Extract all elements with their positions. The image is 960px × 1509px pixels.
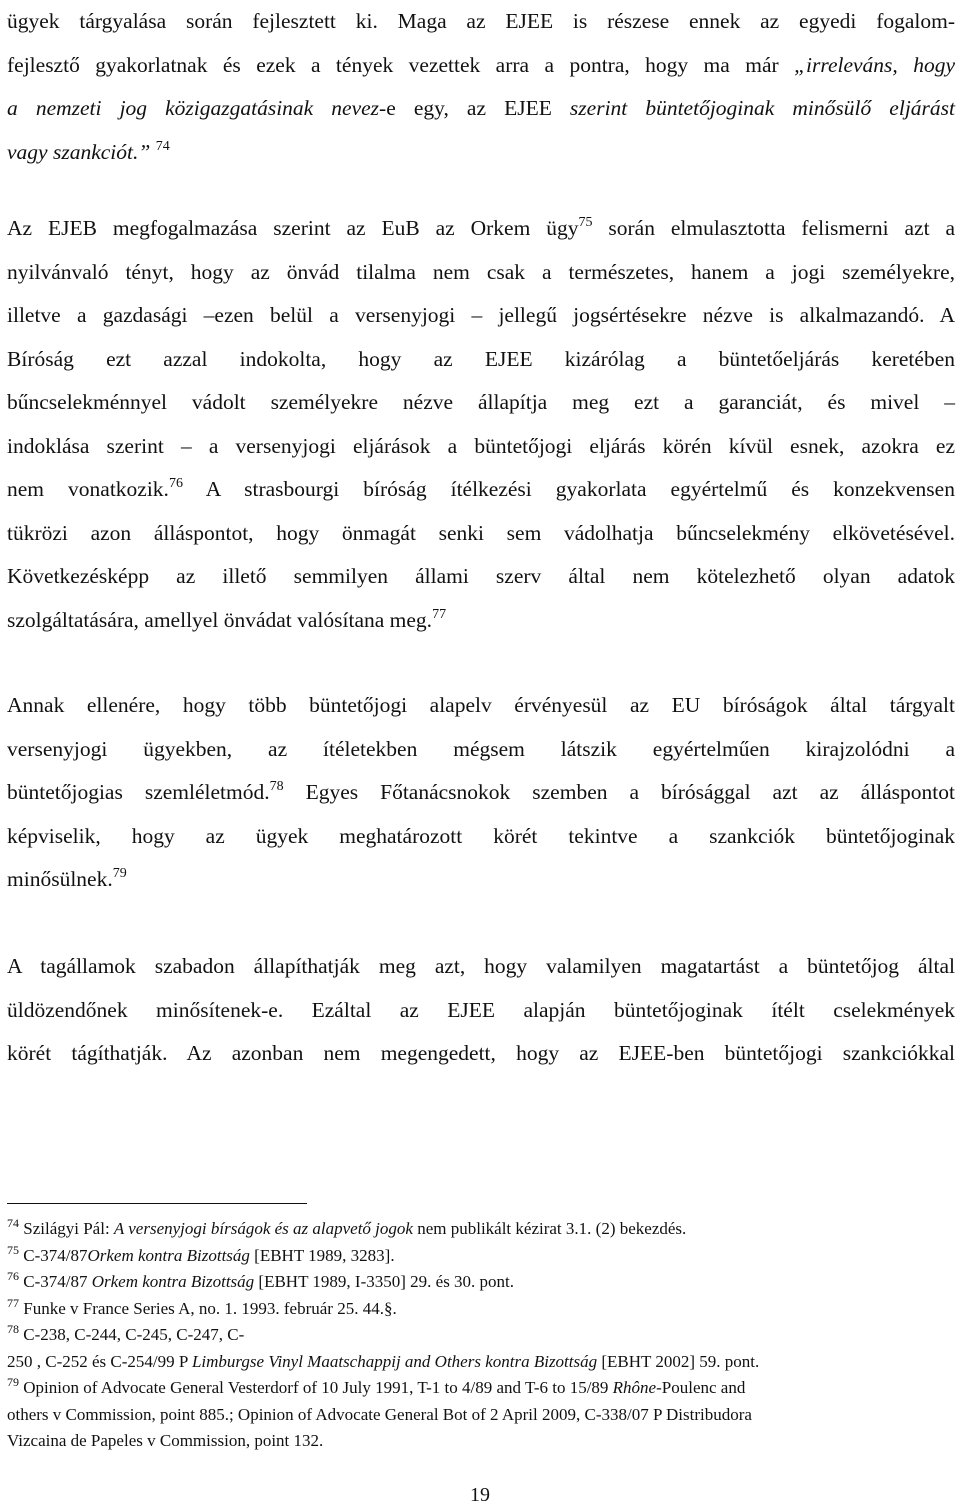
text-line: versenyjogi ügyekben, az ítéletekben mégsem látszik egyértelműen kirajzolódni a <box>7 736 955 761</box>
text-line: képviselik, hogy az ügyek meghatározott körét tekintve a szankciók büntetőjoginak <box>7 823 955 848</box>
footnote <box>7 1349 955 1376</box>
text-fragment <box>7 96 955 120</box>
footnote-title: A versenyjogi bírságok és az alapvető jogok <box>113 1219 413 1238</box>
footnote-text: C-238, C-244, C-245, C-247, C- <box>23 1325 245 1344</box>
text-line: nyilvánvaló tényt, hogy az önvád tilalma nem csak a természetes, hanem a jogi személyekre, <box>7 259 955 284</box>
footnote-number: 75 <box>7 1242 19 1257</box>
footnote-ref-74: 74 <box>155 138 170 154</box>
footnote-ref-75: 75 <box>578 215 593 230</box>
footnote-text: nem publikált kézirat 3.1. (2) bekezdés. <box>412 1219 687 1238</box>
text-line: Bíróság ezt azzal indokolta, hogy az EJEE kizárólag a büntetőeljárás keretében <box>7 346 955 371</box>
quote-fragment: a nemzeti jog közigazgatásinak nevez <box>7 96 380 120</box>
text-line <box>7 131 955 175</box>
footnote-text: [EBHT 1989, I-3350] 29. és 30. pont. <box>254 1272 515 1291</box>
text-fragment: A strasbourgi bíróság ítélkezési gyakorlata egyértelmű és konzekvensen <box>182 477 955 501</box>
text-fragment: Egyes Főtanácsnokok szemben a bírósággal azt az álláspontot <box>283 780 955 804</box>
footnote <box>7 1322 955 1349</box>
footnote <box>7 1269 955 1296</box>
text-line: indoklása szerint – a versenyjogi eljárások a büntetőjogi eljárás körén kívül esnek, azokra ez <box>7 433 955 458</box>
text-line: tükrözi azon álláspontot, hogy önmagát senki sem vádolhatja bűncselekmény elkövetésével. <box>7 520 955 545</box>
footnote-title: Orkem kontra Bizottság <box>91 1272 255 1291</box>
text-line: Annak ellenére, hogy több büntetőjogi alapelv érvényesül az EU bíróságok által tárgyalt <box>7 693 955 717</box>
text-line: ügyek tárgyalása során fejlesztett ki. Maga az EJEE is részese ennek az egyedi fogalom- <box>7 9 955 33</box>
text-fragment: büntetőjogias szemléletmód. <box>7 780 270 804</box>
quote-end: vagy szankciót.” <box>7 139 151 164</box>
text-line <box>7 771 955 815</box>
footnote-ref-77: 77 <box>432 606 447 622</box>
footnote <box>7 1296 955 1323</box>
footnote-text: Opinion of Advocate General Vesterdorf of 10 July 1991, T-1 to 4/89 and T-6 to 15/89 <box>23 1378 613 1397</box>
text-fragment: során elmulasztotta felismerni azt a <box>592 216 956 240</box>
footnote <box>7 1375 955 1402</box>
footnote-number: 78 <box>7 1322 19 1336</box>
footnote-text: [EBHT 1989, 3283]. <box>249 1245 395 1265</box>
footnote-number: 76 <box>7 1269 19 1283</box>
footnote <box>7 1402 955 1429</box>
paragraph-ejeb <box>7 207 955 642</box>
footnote-title: Orkem kontra Bizottság <box>87 1245 250 1265</box>
paragraph-continuation <box>7 0 955 174</box>
footnote <box>7 1216 955 1243</box>
text-line <box>7 207 955 251</box>
text-line: bűncselekménnyel vádolt személyekre nézve állapítja meg ezt a garanciát, és mivel – <box>7 390 955 414</box>
footnote-text: -Poulenc and <box>656 1378 746 1397</box>
footnote-text: C-374/87 <box>23 1245 88 1265</box>
footnote-ref-79: 79 <box>112 866 127 881</box>
quote-fragment: „irreleváns, hogy <box>794 52 955 77</box>
text-line <box>7 858 955 902</box>
footnote-number: 79 <box>7 1375 19 1389</box>
text-fragment: minősülnek. <box>7 867 113 891</box>
text-fragment: szolgáltatására, amellyel önvádat valósítana meg. <box>7 607 433 632</box>
text-fragment <box>7 53 955 77</box>
footnotes <box>7 1216 955 1455</box>
footnote-text: Vizcaina de Papeles v Commission, point 132. <box>7 1431 324 1450</box>
text-line: körét tágíthatják. Az azonban nem megengedett, hogy az EJEE-ben büntetőjogi szankciókkal <box>7 1041 955 1065</box>
text-line <box>7 44 955 88</box>
footnote-text: [EBHT 2002] 59. pont. <box>597 1351 760 1371</box>
paragraph-tagallamok <box>7 945 955 1076</box>
text-fragment: -e egy, az EJEE <box>379 96 570 120</box>
text-fragment: fejlesztő gyakorlatnak és ezek a tények vezettek arra a pontra, hogy ma már <box>7 52 795 77</box>
footnote-separator <box>7 1203 307 1204</box>
footnote <box>7 1243 955 1270</box>
footnote-number: 74 <box>7 1216 19 1230</box>
text-line <box>7 468 955 512</box>
text-line <box>7 599 955 643</box>
text-line: illetve a gazdasági –ezen belül a versenyjogi – jellegű jogsértésekre nézve is alkalmazandó. A <box>7 303 955 327</box>
footnote-text: Szilágyi Pál: <box>23 1219 114 1238</box>
paragraph-foetanacsnokok <box>7 684 955 902</box>
footnote-ref-78: 78 <box>269 779 284 794</box>
footnote-text: C-374/87 <box>23 1272 92 1291</box>
footnote <box>7 1428 955 1455</box>
footnote-text: others v Commission, point 885.; Opinion of Advocate General Bot of 2 April 2009, C-338/07 P Distribudora <box>7 1404 752 1424</box>
footnote-number: 77 <box>7 1295 19 1310</box>
footnote-text: Funke v France Series A, no. 1. 1993. február 25. 44.§. <box>23 1298 397 1318</box>
footnote-title: Limburgse Vinyl Maatschappij and Others kontra Bizottság <box>191 1351 598 1371</box>
text-fragment: nem vonatkozik. <box>7 477 169 501</box>
text-fragment: Az EJEB megfogalmazása szerint az EuB az Orkem ügy <box>7 216 579 240</box>
footnote-ref-76: 76 <box>168 476 183 491</box>
footnote-title: Rhône <box>612 1378 657 1397</box>
text-line <box>7 87 955 131</box>
text-line: üldözendőnek minősítenek-e. Ezáltal az EJEE alapján büntetőjoginak ítélt cselekmények <box>7 997 955 1022</box>
page-number: 19 <box>470 1484 490 1506</box>
quote-fragment: szerint büntetőjoginak minősülő eljárást <box>569 96 955 120</box>
text-line: Következésképp az illető semmilyen állami szerv által nem kötelezhető olyan adatok <box>7 564 955 588</box>
text-line: A tagállamok szabadon állapíthatják meg azt, hogy valamilyen magatartást a büntetőjog által <box>7 954 955 978</box>
footnote-text: 250 , C-252 és C-254/99 P <box>7 1351 192 1371</box>
